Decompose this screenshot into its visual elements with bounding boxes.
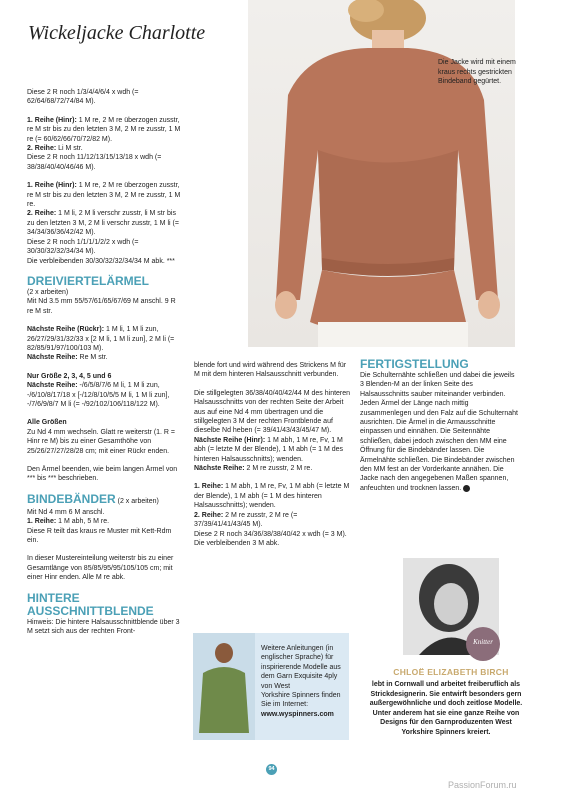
row-label: 1. Reihe: [27,518,57,526]
paragraph [27,181,183,266]
section-subtitle: (2 x arbeiten) [27,288,69,296]
website-link[interactable]: www.wyspinners.com [261,710,334,718]
row-label: 2. Reihe: [27,210,57,218]
paragraph [194,389,352,474]
row-text: 2 M re zusstr, 2 M re. [244,465,313,473]
row-text: Die Schulternähte schließen und dabei die jeweils 3 Blenden-M an der linken Seite des Halsausschnitts sauber miteinander verbinden. Jeden Ärmel der Länge nach mittig zusammenlegen und den Falz auf die Schulternaht ausrichten. Die Ärmel in die Armausschnitte einpassen und einnähen. Die Seitennähte schließen, dabei jedoch zwischen den MM eine Öffnung für die Bindebänder lassen. Die Ärmelnähte schließen. Die Bindebänder zwischen den MM fest an der Vorderkante annähen. Die Jacke nach den angegebenen Maßen spannen, anfeuchten und trocknen lassen. [360,372,518,492]
row-text: Li M str. [56,145,83,153]
row-text: Zu Nd 4 mm wechseln. Glatt re weiterstr (1. R = Hinr re M) bis zu einer Gesamthöhe von 25/26/27/27/28/28 cm; mit einer Rückr enden. [27,428,176,455]
info-text-line: Weitere Anleitungen (in englischer Sprache) für inspirierende Modelle aus dem Garn Exquisite 4ply von West [261,645,341,690]
row-text: 1 M abh, 1 M re, Fv, 1 M abh (= letzte M der Blende), 1 M abh (= 1 M des hinteren Halsausschnitts); wenden. [194,436,344,463]
sweater-photo [248,0,515,347]
watermark: PassionForum.ru [448,780,517,790]
info-text-line: Yorkshire Spinners finden Sie im Internet: [261,692,341,709]
row-text: Die verbleibenden 30/30/32/32/34/34 M abk. *** [27,257,175,265]
row-label: Nächste Reihe: [27,354,78,362]
row-label: 1. Reihe (Hinr): [27,182,77,190]
row-text: Die verbleibenden 3 M abk. [194,539,280,547]
row-text: Diese 2 R noch 1/1/1/1/2/2 x wdh (= 30/30/32/32/34/34 M). [27,238,139,256]
info-text [261,644,347,719]
row-text: 1 M re, 2 M re überzogen zusstr, re M str bis zu den letzten 3 M, 2 M re zusstr, 1 M re (= 60/62/66/70/72/82 M). [27,116,181,143]
paragraph: blende fort und wird während des Strickens M für M mit dem hinteren Halsausschnitt verbunden. [194,362,347,379]
row-label: 2. Reihe: [194,511,224,519]
paragraph: In dieser Mustereinteilung weiterstr bis zu einer Gesamtlänge von 85/85/95/95/105/105 cm; mit einer Hinr enden. Alle M re abk. [27,555,174,582]
page-number: 94 [266,764,277,775]
paragraph: Den Ärmel beenden, wie beim langen Ärmel von *** bis *** beschrieben. [27,466,178,483]
section-heading-text: BINDEBÄNDER [27,491,116,506]
row-text: Mit Nd 4 mm 6 M anschl. [27,508,105,516]
section-heading: HINTERE AUSSCHNITTBLENDE [27,590,154,618]
row-text: 2 M re zusstr, 2 M re (= 37/39/41/41/43/45 M). [194,511,298,529]
row-label: 2. Reihe: [27,145,57,153]
column-right [360,358,520,502]
section-heading: FERTIGSTELLUNG [360,357,469,371]
row-text: Re M str. [77,354,108,362]
row-label: Nächste Reihe: [194,465,245,473]
section-heading [27,493,183,508]
row-text: 1 M li, 2 M li verschr zusstr, li M str bis zu den letzten 3 M, 2 M li verschr zusstr, 1 M li (= 34/34/36/36/42/42 M). [27,210,179,237]
row-text: 1 M re, 2 M re überzogen zusstr, re M str bis zu den letzten 3 M, 2 M re zusstr, 1 M re. [27,182,181,209]
row-text: Diese R teilt das kraus re Muster mit Kett-Rdm ein. [27,527,172,545]
paragraph [27,372,183,410]
author-name: CHLOË ELIZABETH BIRCH [393,667,509,677]
row-label: Nächste Reihe: [27,382,78,390]
row-label: Nächste Reihe (Hinr): [194,436,266,444]
paragraph [27,288,183,316]
row-label: 1. Reihe (Hinr): [27,116,77,124]
row-label: Nur Größe 2, 3, 4, 5 und 6 [27,372,112,380]
knitter-badge: Knitter [466,627,500,661]
row-text: Diese 2 R noch 34/36/38/38/40/42 x wdh (= 3 M). [194,530,347,538]
row-text: 1 M abh, 1 M re, Fv, 1 M abh (= letzte M der Blende), 1 M abh (= 1 M des hinteren Halsausschnitts); wenden. [194,483,350,510]
paragraph [194,482,352,548]
paragraph [360,371,520,493]
paragraph [27,116,183,172]
photo-caption: Die Jacke wird mit einem kraus rechts gestrickten Bindeband gegürtet. [438,59,516,85]
row-text: -/6/5/8/7/6 M li, 1 M li zun, -/6/10/8/17/18 x [-/12/8/10/5/5 M li, 1 M li zun], -/7/6/9/8/7 M li (= -/92/102/106/118/122 M). [27,382,170,408]
row-text: 1 M li, 1 M li zun, 26/27/29/31/32/33 x [2 M li, 1 M li zun], 2 M li (= 82/85/91/97/100/103 M). [27,326,175,352]
section-subtitle: (2 x arbeiten) [115,497,159,505]
row-text: Die stillgelegten 36/38/40/40/42/44 M des hinteren Halsausschnitts von der rechten Seite der Arbeit aus auf eine Nd 4 mm übertragen und die stillgelegten 3 M der rechten Frontblende auf dieselbe Nd heben (= 39/41/43/43/45/47 M). [194,389,351,435]
paragraph: Diese 2 R noch 1/3/4/4/6/4 x wdh (= 62/64/68/72/74/84 M). [27,89,139,106]
row-text: 1 M abh, 5 M re. [56,518,110,526]
row-label: Nächste Reihe (Rückr): [27,326,105,334]
paragraph [27,508,183,546]
column-left [27,88,183,645]
page-title: Wickeljacke Charlotte [28,22,206,44]
paragraph [27,418,183,456]
row-label: Alle Größen [27,419,67,427]
end-mark-icon [463,485,470,492]
paragraph: Hinweis: Die hintere Halsausschnittblende über 3 M setzt sich aus der rechten Front- [27,618,180,636]
row-text: Diese 2 R noch 11/12/13/15/13/18 x wdh (= 38/38/40/40/46/46 M). [27,154,162,171]
section-heading: DREIVIERTELÄRMEL [27,273,150,288]
author-bio: lebt in Cornwall und arbeitet freiberuflich als Strickdesignerin. Sie entwirft besonders gern außergewöhnliche und doch zeitlose Modelle. Unter anderem hat sie eine ganze Reihe von Designs für den Garnproduzenten West Yorkshire Spinners kreiert. [369,681,523,736]
paragraph [27,325,183,363]
row-text: Mit Nd 3.5 mm 55/57/61/65/67/69 M anschl. 9 R re M str. [27,298,176,315]
column-middle [194,361,352,557]
model-thumbnail [193,633,255,740]
row-label: 1. Reihe: [194,483,224,491]
